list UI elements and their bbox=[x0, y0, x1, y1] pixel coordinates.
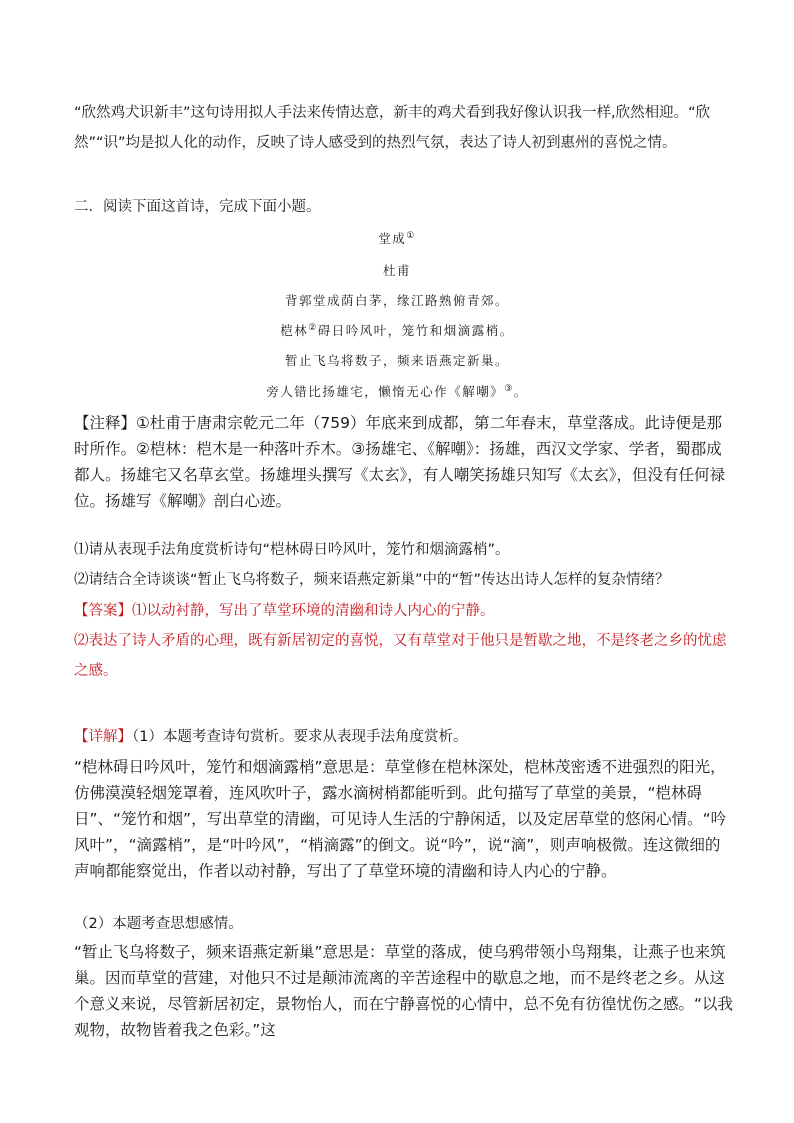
poem-line-4-text: 旁人错比扬雄宅，懒惰无心作《解嘲》 bbox=[266, 384, 505, 399]
footnote-mark: ② bbox=[308, 322, 318, 333]
poem-line-3: 暂止飞乌将数子，频来语燕定新巢。 bbox=[284, 353, 509, 368]
sub-question-2: ⑵请结合全诗谈谈“暂止飞乌将数子，频来语燕定新巢”中的“暂”传达出诗人怎样的复杂情绪？ bbox=[74, 572, 670, 588]
poem-line-4 bbox=[0, 382, 794, 400]
notes-paragraph bbox=[74, 410, 734, 514]
explanation-heading-1 bbox=[74, 722, 734, 752]
notes-tag: 【注释】 bbox=[74, 414, 137, 432]
poem-line-1: 背郭堂成荫白茅，缘江路熟俯青郊。 bbox=[284, 293, 509, 308]
poem-title bbox=[0, 229, 794, 247]
footnote-mark: ③ bbox=[504, 383, 514, 394]
answer-line-2: ⑵表达了诗人矛盾的心理，既有新居初定的喜悦，又有草堂对于他只是暂歇之地，不是终老之乡的忧虑之感。 bbox=[74, 633, 727, 679]
notes-text: ①杜甫于唐肃宗乾元二年（759）年底来到成都，第二年春末，草堂落成。此诗便是那时所作。②桤林：桤木是一种落叶乔木。③扬雄宅、《解嘲》：扬雄，西汉文学家、学者，蜀郡成都人。扬雄宅又名草玄堂。扬雄埋头撰写《太玄》，有人嘲笑扬雄只知写《太玄》，但没有任何禄位。扬雄写《解嘲》剖白心迹。 bbox=[74, 414, 726, 510]
answer-line-1 bbox=[74, 596, 734, 626]
poem-line-2-end: 碍日吟风叶，笼竹和烟滴露梢。 bbox=[317, 323, 514, 338]
question-heading: 二．阅读下面这首诗，完成下面小题。 bbox=[74, 199, 321, 215]
poem-line-2 bbox=[0, 321, 794, 339]
explanation-paragraph-2: “暂止飞乌将数子，频来语燕定新巢”意思是：草堂的落成，使乌鸦带领小鸟翔集，让燕子也来筑巢。因而草堂的营建，对他只不过是颠沛流离的辛苦途程中的歇息之地，而不是终老之乡。从这个意义来说，尽管新居初定，景物怡人，而在宁静喜悦的心情中，总不免有彷徨忧伤之感。“以我观物，故物皆着我之色彩。”这 bbox=[74, 943, 734, 1039]
poem-title-text: 堂成 bbox=[378, 231, 407, 246]
footnote-mark: ① bbox=[406, 230, 416, 241]
explanation-paragraph-1: “桤林碍日吟风叶，笼竹和烟滴露梢”意思是：草堂修在桤林深处，桤林茂密透不进强烈的阳光，仿佛漠漠轻烟笼罩着，连风吹叶子，露水滴树梢都能听到。此句描写了草堂的美景，“桤林碍日”、“笼竹和烟”，写出草堂的清幽，可见诗人生活的宁静闲适，以及定居草堂的悠闲心情。“吟风叶”，“滴露梢”，是“叶吟风”，“梢滴露”的倒文。说“吟”，说“滴”，则声响极微。连这微细的声响都能察觉出，作者以动衬静，写出了了草堂环境的清幽和诗人内心的宁静。 bbox=[74, 758, 727, 880]
sub-question-1: ⑴请从表现手法角度赏析诗句“桤林碍日吟风叶，笼竹和烟滴露梢”。 bbox=[74, 542, 510, 558]
answer-tag: 【答案】 bbox=[74, 603, 132, 619]
answer-1-text: ⑴以动衬静，写出了草堂环境的清幽和诗人内心的宁静。 bbox=[132, 603, 495, 619]
poem-line-4-punct: 。 bbox=[513, 384, 528, 399]
explanation-heading-2: （2）本题考查思想感情。 bbox=[74, 916, 243, 932]
intro-paragraph: “欣然鸡犬识新丰”这句诗用拟人手法来传情达意，新丰的鸡犬看到我好像认识我一样,欣然相迎。“欣然”“识”均是拟人化的动作，反映了诗人感受到的热烈气氛，表达了诗人初到惠州的喜悦之情。 bbox=[74, 105, 711, 151]
poem-author: 杜甫 bbox=[382, 263, 411, 278]
explanation-heading-1-text: （1）本题考查诗句赏析。要求从表现手法角度赏析。 bbox=[132, 729, 468, 745]
explanation-tag: 【详解】 bbox=[74, 729, 132, 745]
poem-line-2-start: 桤林 bbox=[280, 323, 309, 338]
